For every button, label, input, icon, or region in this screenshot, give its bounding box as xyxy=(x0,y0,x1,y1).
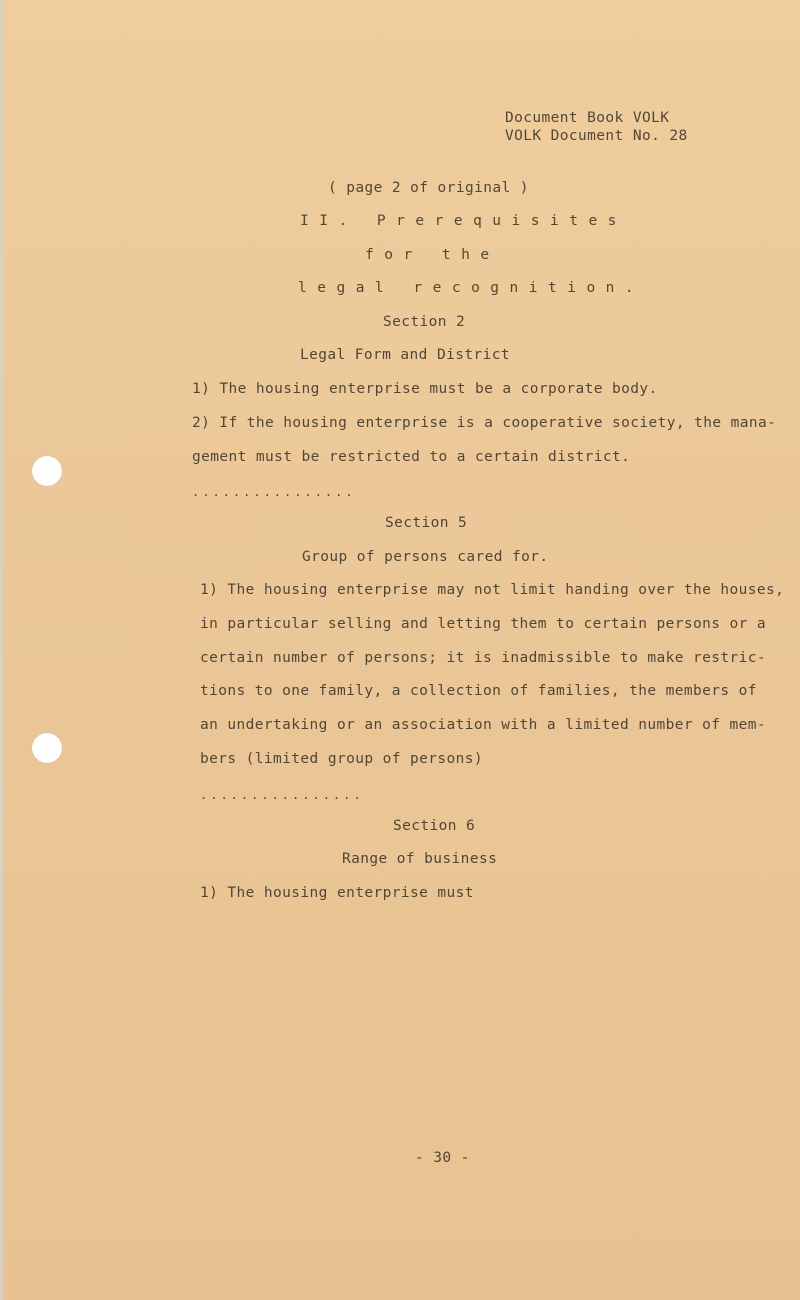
section-5-line-5: an undertaking or an association with a limited number of mem- xyxy=(200,717,767,733)
heading-line-2: for the xyxy=(365,247,500,263)
section-6-line-1: 1) The housing enterprise must xyxy=(200,885,474,901)
page-number: - 30 - xyxy=(415,1150,470,1166)
section-5-title: Section 5 xyxy=(385,515,468,531)
section-5-line-6: bers (limited group of persons) xyxy=(200,751,484,767)
section-5-subtitle: Group of persons cared for. xyxy=(302,549,549,565)
section-5-line-4: tions to one family, a collection of families, the members of xyxy=(200,683,757,699)
section-2-ellipsis: ................ xyxy=(192,485,356,499)
punch-hole-bottom xyxy=(32,733,62,763)
section-2-title: Section 2 xyxy=(383,314,466,330)
section-6-title: Section 6 xyxy=(393,818,476,834)
section-2-line-1: 1) The housing enterprise must be a corporate body. xyxy=(192,381,658,397)
section-2-subtitle: Legal Form and District xyxy=(300,347,510,363)
section-2-line-2: 2) If the housing enterprise is a cooperative society, the mana- xyxy=(192,415,777,431)
section-2-line-3: gement must be restricted to a certain district. xyxy=(192,449,631,465)
document-book-label: Document Book VOLK xyxy=(505,110,670,126)
heading-line-1: II. Prerequisites xyxy=(300,213,627,229)
section-5-line-3: certain number of persons; it is inadmissible to make restric- xyxy=(200,650,767,666)
section-5-line-1: 1) The housing enterprise may not limit handing over the houses, xyxy=(200,582,785,598)
section-6-subtitle: Range of business xyxy=(342,851,498,867)
heading-line-3: legal recognition. xyxy=(298,280,645,296)
section-5-ellipsis: ................ xyxy=(200,788,364,802)
section-5-line-2: in particular selling and letting them to certain persons or a xyxy=(200,616,767,632)
punch-hole-top xyxy=(32,456,62,486)
document-number-label: VOLK Document No. 28 xyxy=(505,128,688,144)
page-of-original-note: ( page 2 of original ) xyxy=(328,180,529,196)
